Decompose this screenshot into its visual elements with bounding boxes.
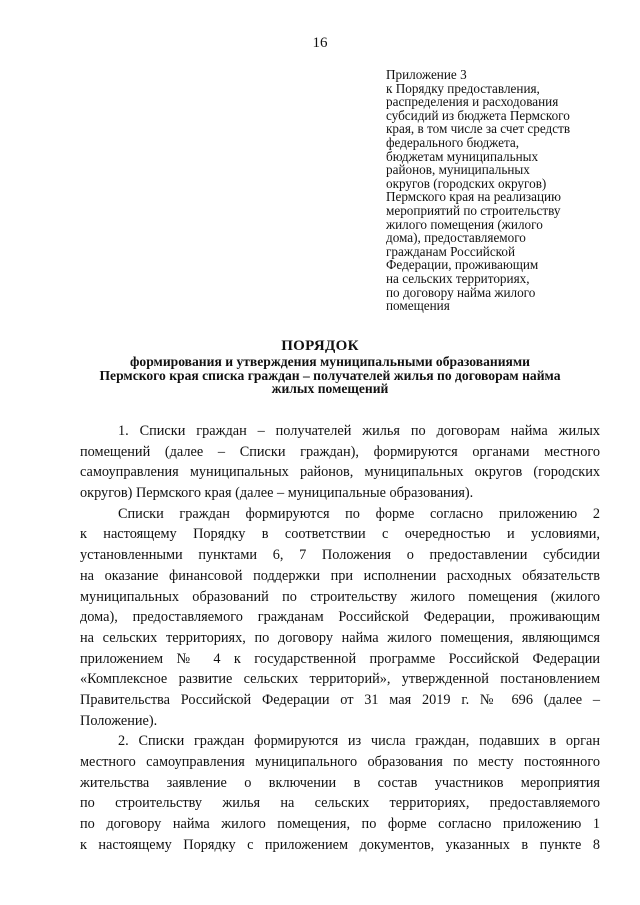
appendix-line: Пермского края на реализацию	[386, 189, 561, 205]
appendix-line: Федерации, проживающим	[386, 257, 539, 273]
paragraph-line: Правительства Российской Федерации от 31 мая 2019 г. № 696 (далее –	[80, 691, 600, 708]
paragraph-line: 2. Списки граждан формируются из числа граждан, подавших в орган	[118, 733, 600, 750]
paragraph-line: жительства заявление о включении в состав участников мероприятия	[80, 774, 600, 791]
appendix-line: гражданам Российской	[386, 243, 516, 259]
paragraph-line: по строительству жилья на сельских территориях, предоставляемого	[80, 795, 600, 812]
appendix-line: дома), предоставляемого	[386, 230, 526, 246]
paragraph-line: установленными пунктами 6, 7 Положения о предоставлении субсидии	[80, 547, 600, 564]
page-number: 16	[312, 35, 328, 51]
appendix-caption	[386, 68, 626, 313]
subtitle-line: жилых помещений	[271, 381, 389, 397]
appendix-line: помещения	[386, 298, 450, 314]
paragraph-line: дома), предоставляемого гражданам Российской Федерации, проживающим	[80, 609, 600, 626]
appendix-line: округов (городских округов)	[386, 175, 547, 191]
paragraph-line: по договору найма жилого помещения, по форме согласно приложению 1	[80, 816, 600, 833]
appendix-line: к Порядку предоставления,	[386, 80, 540, 96]
appendix-line: федерального бюджета,	[386, 134, 520, 150]
paragraph-line: муниципальных образований по строительству жилого помещения (жилого	[80, 588, 600, 605]
paragraph-line: самоуправления муниципальных районов, муниципальных округов (городских	[80, 464, 600, 481]
paragraph-line: Положение).	[80, 712, 158, 729]
document-title: ПОРЯДОК	[281, 338, 359, 354]
appendix-line: жилого помещения (жилого	[386, 216, 543, 232]
appendix-line: бюджетам муниципальных	[386, 148, 539, 164]
appendix-line: края, в том числе за счет средств	[386, 121, 571, 137]
appendix-line: по договору найма жилого	[386, 284, 536, 300]
appendix-line: субсидий из бюджета Пермского	[386, 107, 570, 123]
appendix-line: на сельских территориях,	[386, 270, 530, 286]
document-body	[80, 421, 600, 855]
subtitle-line: формирования и утверждения муниципальными образованиями	[130, 354, 530, 369]
paragraph-line: местного самоуправления муниципального образования по месту постоянного	[80, 754, 600, 770]
paragraph-line: округов) Пермского края (далее – муниципальные образования).	[80, 485, 474, 502]
paragraph-line: к настоящему Порядку в соответствии с очередностью и условиями,	[80, 526, 600, 543]
paragraph-line: приложением № 4 к государственной программе Российской Федерации	[80, 650, 600, 667]
paragraph-line: к настоящему Порядку с приложением документов, указанных в пункте 8	[80, 836, 600, 853]
appendix-line: мероприятий по строительству	[386, 202, 561, 218]
subtitle-line: Пермского края списка граждан – получателей жилья по договорам найма	[99, 367, 561, 383]
paragraph-line: Списки граждан формируются по форме согласно приложению 2	[118, 505, 600, 522]
paragraph-line: на оказание финансовой поддержки при исполнении расходных обязательств	[80, 567, 600, 584]
document-subtitle	[80, 355, 580, 396]
appendix-line: Приложение 3	[386, 67, 467, 82]
paragraph-line: помещений (далее – Списки граждан), формируются органами местного	[80, 443, 600, 460]
paragraph-line: «Комплексное развитие сельских территорий», утвержденной постановлением	[80, 671, 600, 688]
paragraph-line: 1. Списки граждан – получателей жилья по договорам найма жилых	[118, 423, 600, 439]
appendix-line: районов, муниципальных	[386, 162, 530, 178]
paragraph-line: на сельских территориях, по договору найма жилого помещения, являющимся	[80, 629, 600, 646]
appendix-line: распределения и расходования	[386, 94, 559, 110]
